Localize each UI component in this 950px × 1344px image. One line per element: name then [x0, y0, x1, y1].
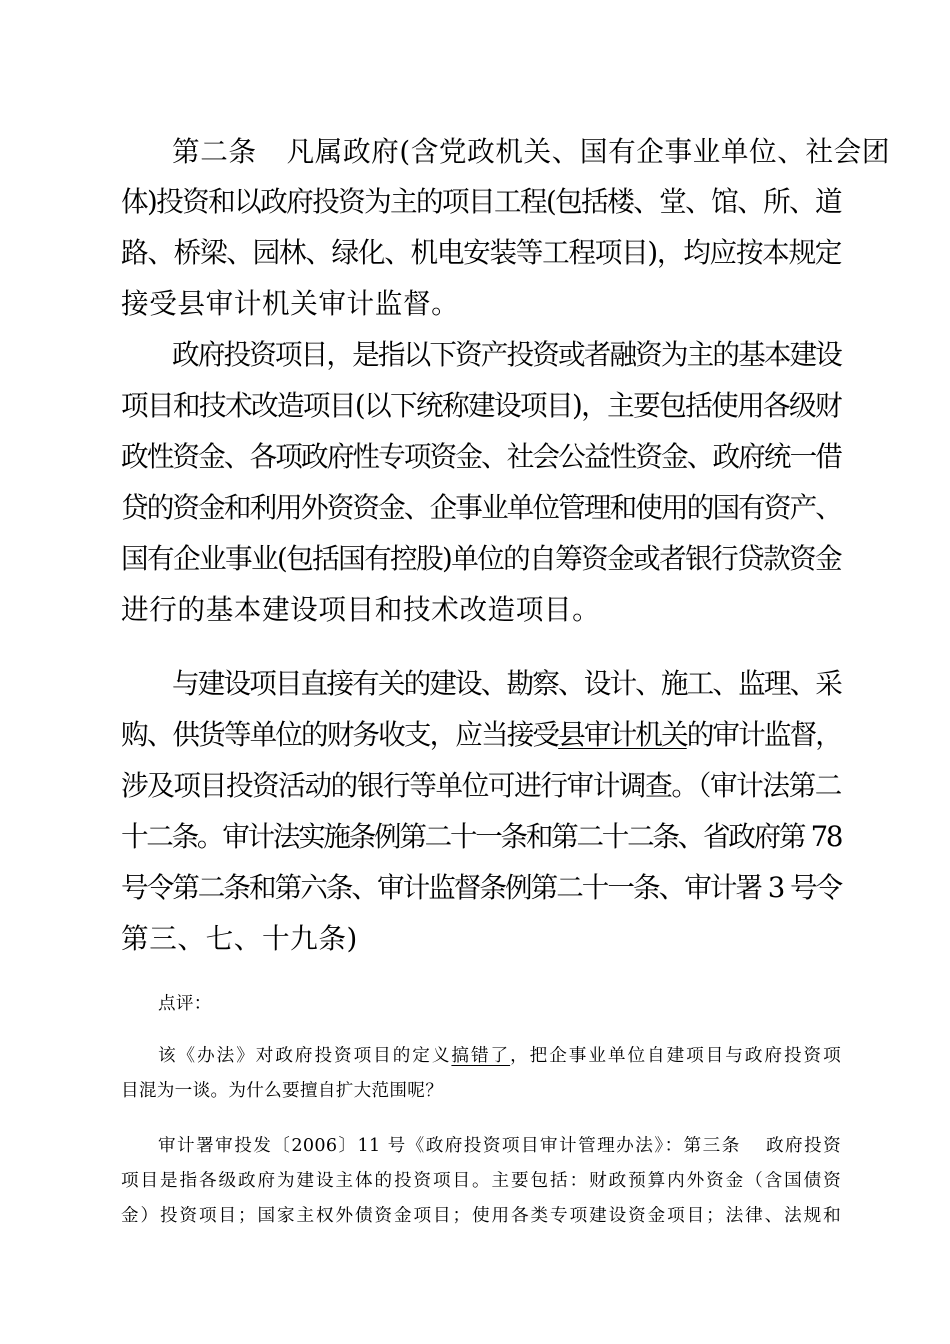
- paragraph-line: 十二条。审计法实施条例第二十一条和第二十二条、省政府第 78: [121, 820, 841, 853]
- paragraph-line: 路、桥梁、园林、绿化、机电安装等工程项目)，均应按本规定: [121, 236, 841, 269]
- paragraph-text: 凡属政府(含党政机关、国有企事业单位、社会团: [286, 135, 891, 168]
- paragraph-text: 的审计监督，: [686, 718, 841, 751]
- paragraph-line: 政府投资项目，是指以下资产投资或者融资为主的基本建设: [172, 338, 841, 371]
- article-number: 第二条: [172, 135, 257, 168]
- paragraph-line: 进行的基本建设项目和技术改造项目。: [121, 593, 601, 626]
- underlined-text: 搞错了: [451, 1046, 511, 1066]
- paragraph-text: 购、供货等单位的财务收支，应当接受: [121, 718, 559, 751]
- comment-line: [158, 1048, 841, 1066]
- comment-line: 目混为一谈。为什么要擅自扩大范围呢？: [121, 1081, 444, 1101]
- paragraph-line: 政性资金、各项政府性专项资金、社会公益性资金、政府统一借: [121, 440, 841, 473]
- comment-line: 项目是指各级政府为建设主体的投资项目。主要包括：财政预算内外资金（含国债资: [121, 1171, 841, 1191]
- comment-text: 审计署审投发〔2006〕11 号《政府投资项目审计管理办法》：第三条: [158, 1136, 741, 1156]
- paragraph-line: 国有企业事业(包括国有控股)单位的自筹资金或者银行贷款资金: [121, 542, 841, 575]
- paragraph-line: [121, 718, 841, 751]
- paragraph-line: 第三、七、十九条): [121, 922, 358, 955]
- paragraph-line: 贷的资金和利用外资资金、企事业单位管理和使用的国有资产、: [121, 491, 841, 524]
- paragraph-line: 接受县审计机关审计监督。: [121, 287, 460, 320]
- comment-text: 政府投资: [764, 1136, 841, 1156]
- paragraph-line: 项目和技术改造项目(以下统称建设项目)，主要包括使用各级财: [121, 389, 841, 422]
- paragraph-line: 号令第二条和第六条、审计监督条例第二十一条、审计署 3 号令: [121, 871, 841, 904]
- article-heading: [172, 135, 891, 168]
- paragraph-line: 与建设项目直接有关的建设、勘察、设计、施工、监理、采: [172, 667, 841, 700]
- comment-text: ，把企事业单位自建项目与政府投资项: [510, 1046, 841, 1066]
- comment-line: 金）投资项目；国家主权外债资金项目；使用各类专项建设资金项目；法律、法规和: [121, 1206, 841, 1226]
- comment-line: [158, 1138, 841, 1156]
- paragraph-line: 涉及项目投资活动的银行等单位可进行审计调查。（审计法第二: [121, 769, 841, 802]
- underlined-text: 县审计机关: [558, 718, 687, 751]
- paragraph-line: 体)投资和以政府投资为主的项目工程(包括楼、堂、馆、所、道: [121, 185, 841, 218]
- comment-heading: 点评：: [158, 994, 212, 1014]
- comment-text: 该《办法》对政府投资项目的定义: [158, 1046, 452, 1066]
